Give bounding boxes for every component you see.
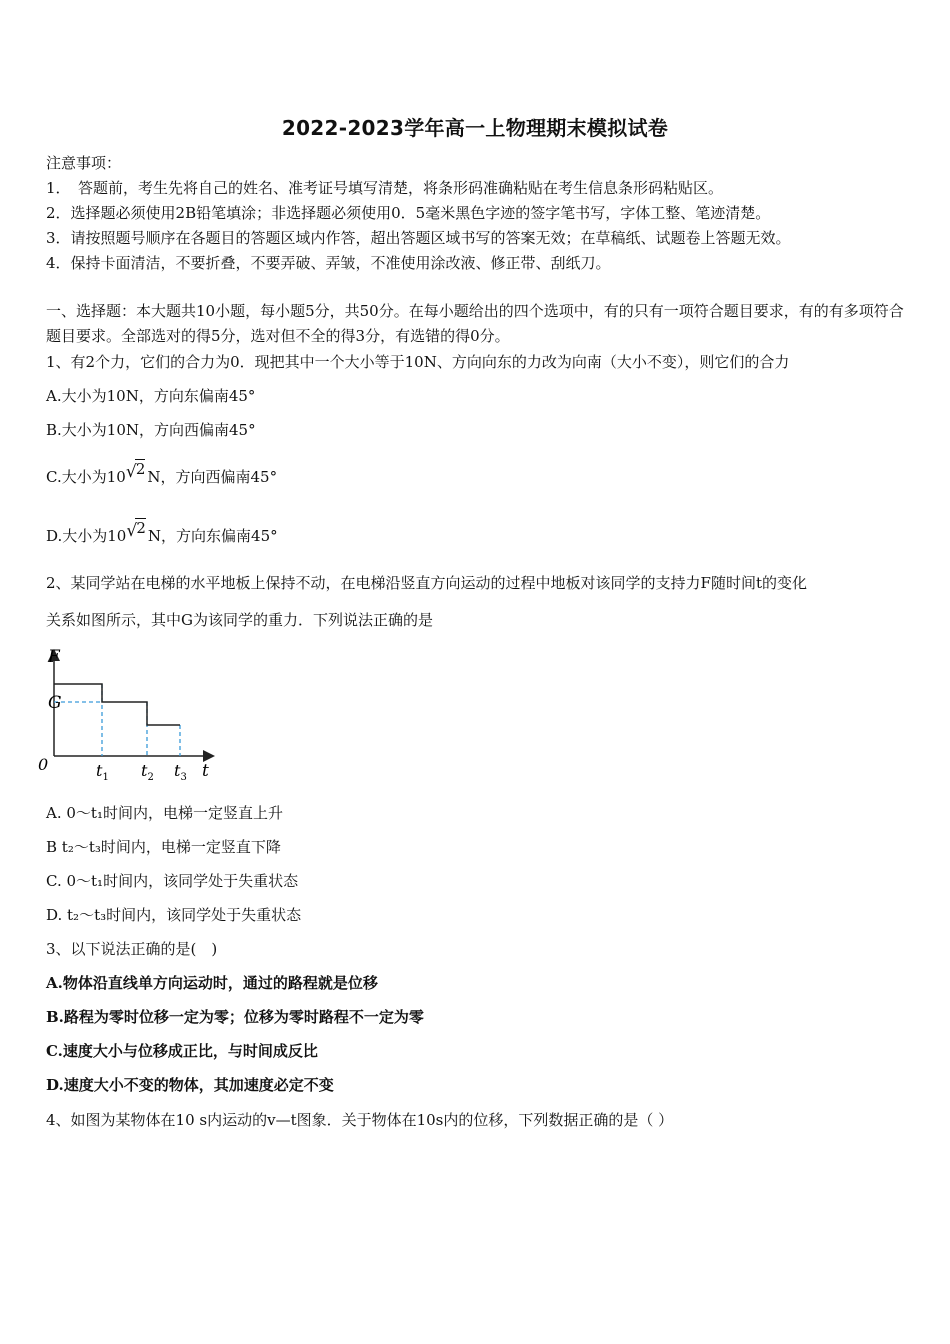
f-axis-label: F: [48, 647, 60, 667]
radical-sign: √: [125, 462, 137, 482]
section-one-instructions: 一、选择题：本大题共10小题，每小题5分，共50分。在每小题给出的四个选项中，有的只有一项符合题目要求，有的有多项符合题目要求。全部选对的得5分，选对但不全的得3分，有选错的得0分。: [46, 302, 904, 345]
radical-sign: √: [126, 521, 138, 541]
force-step-curve: [54, 684, 180, 725]
question-2-option-c: C. 0～t₁时间内，该同学处于失重状态: [46, 872, 299, 890]
origin-label: 0: [38, 755, 49, 774]
force-time-graph: [38, 640, 226, 785]
tick-t3: $t_3$: [174, 761, 187, 783]
t-axis-label: t: [202, 761, 209, 781]
sqrt-symbol: [126, 519, 146, 545]
question-2-option-d: D. t₂～t₃时间内，该同学处于失重状态: [46, 906, 302, 924]
question-3-stem: 3、以下说法正确的是( ): [46, 940, 218, 958]
question-4-stem: 4、如图为某物体在10 s内运动的v—t图象．关于物体在10s内的位移，下列数据正确的是（ ）: [46, 1111, 674, 1129]
page-title: 2022-2023学年高一上物理期末模拟试卷: [281, 116, 669, 140]
radicand: 2: [136, 519, 146, 537]
radicand: 2: [135, 460, 146, 478]
question-3-option-a: A.物体沿直线单方向运动时，通过的路程就是位移: [46, 974, 378, 992]
option-d-prefix: D.大小为10: [46, 527, 127, 545]
question-1-option-d: [46, 519, 278, 546]
question-1-option-a: A.大小为10N，方向东偏南45°: [46, 387, 256, 405]
sqrt-symbol: [125, 460, 146, 486]
option-d-suffix: N，方向东偏南45°: [147, 527, 278, 545]
option-c-prefix: C.大小为10: [46, 468, 126, 486]
question-1-stem: 1、有2个力，它们的合力为0．现把其中一个大小等于10N、方向向东的力改为向南（大小不变），则它们的合力: [46, 353, 790, 371]
notice-item-3: 3．请按照题号顺序在各题目的答题区域内作答，超出答题区域书写的答案无效；在草稿纸、试题卷上答题无效。: [46, 229, 791, 247]
question-1-option-c: [46, 460, 278, 487]
g-label: G: [48, 693, 62, 713]
notice-item-1: 1． 答题前，考生先将自己的姓名、准考证号填写清楚，将条形码准确粘贴在考生信息条形码粘贴区。: [46, 179, 724, 197]
question-3-option-b: B.路程为零时位移一定为零；位移为零时路程不一定为零: [46, 1008, 424, 1026]
tick-t1: $t_1$: [96, 761, 109, 783]
tick-t2: $t_2$: [141, 761, 154, 783]
question-2-stem-line-2: 关系如图所示，其中G为该同学的重力．下列说法正确的是: [46, 611, 433, 629]
question-1-option-b: B.大小为10N，方向西偏南45°: [46, 421, 256, 439]
question-2-option-a: A. 0～t₁时间内，电梯一定竖直上升: [46, 804, 283, 822]
question-3-option-d: D.速度大小不变的物体，其加速度必定不变: [46, 1076, 334, 1094]
question-3-option-c: C.速度大小与位移成正比，与时间成反比: [46, 1042, 318, 1060]
question-2-option-b: B t₂～t₃时间内，电梯一定竖直下降: [46, 838, 281, 856]
option-c-suffix: N，方向西偏南45°: [147, 468, 278, 486]
notice-item-2: 2．选择题必须使用2B铅笔填涂；非选择题必须使用0．5毫米黑色字迹的签字笔书写，字体工整、笔迹清楚。: [46, 204, 771, 222]
notice-item-4: 4．保持卡面清洁，不要折叠，不要弄破、弄皱，不准使用涂改液、修正带、刮纸刀。: [46, 254, 611, 272]
question-2-stem-line-1: 2、某同学站在电梯的水平地板上保持不动，在电梯沿竖直方向运动的过程中地板对该同学的支持力F随时间t的变化: [46, 574, 807, 592]
notice-header: 注意事项：: [46, 154, 122, 172]
